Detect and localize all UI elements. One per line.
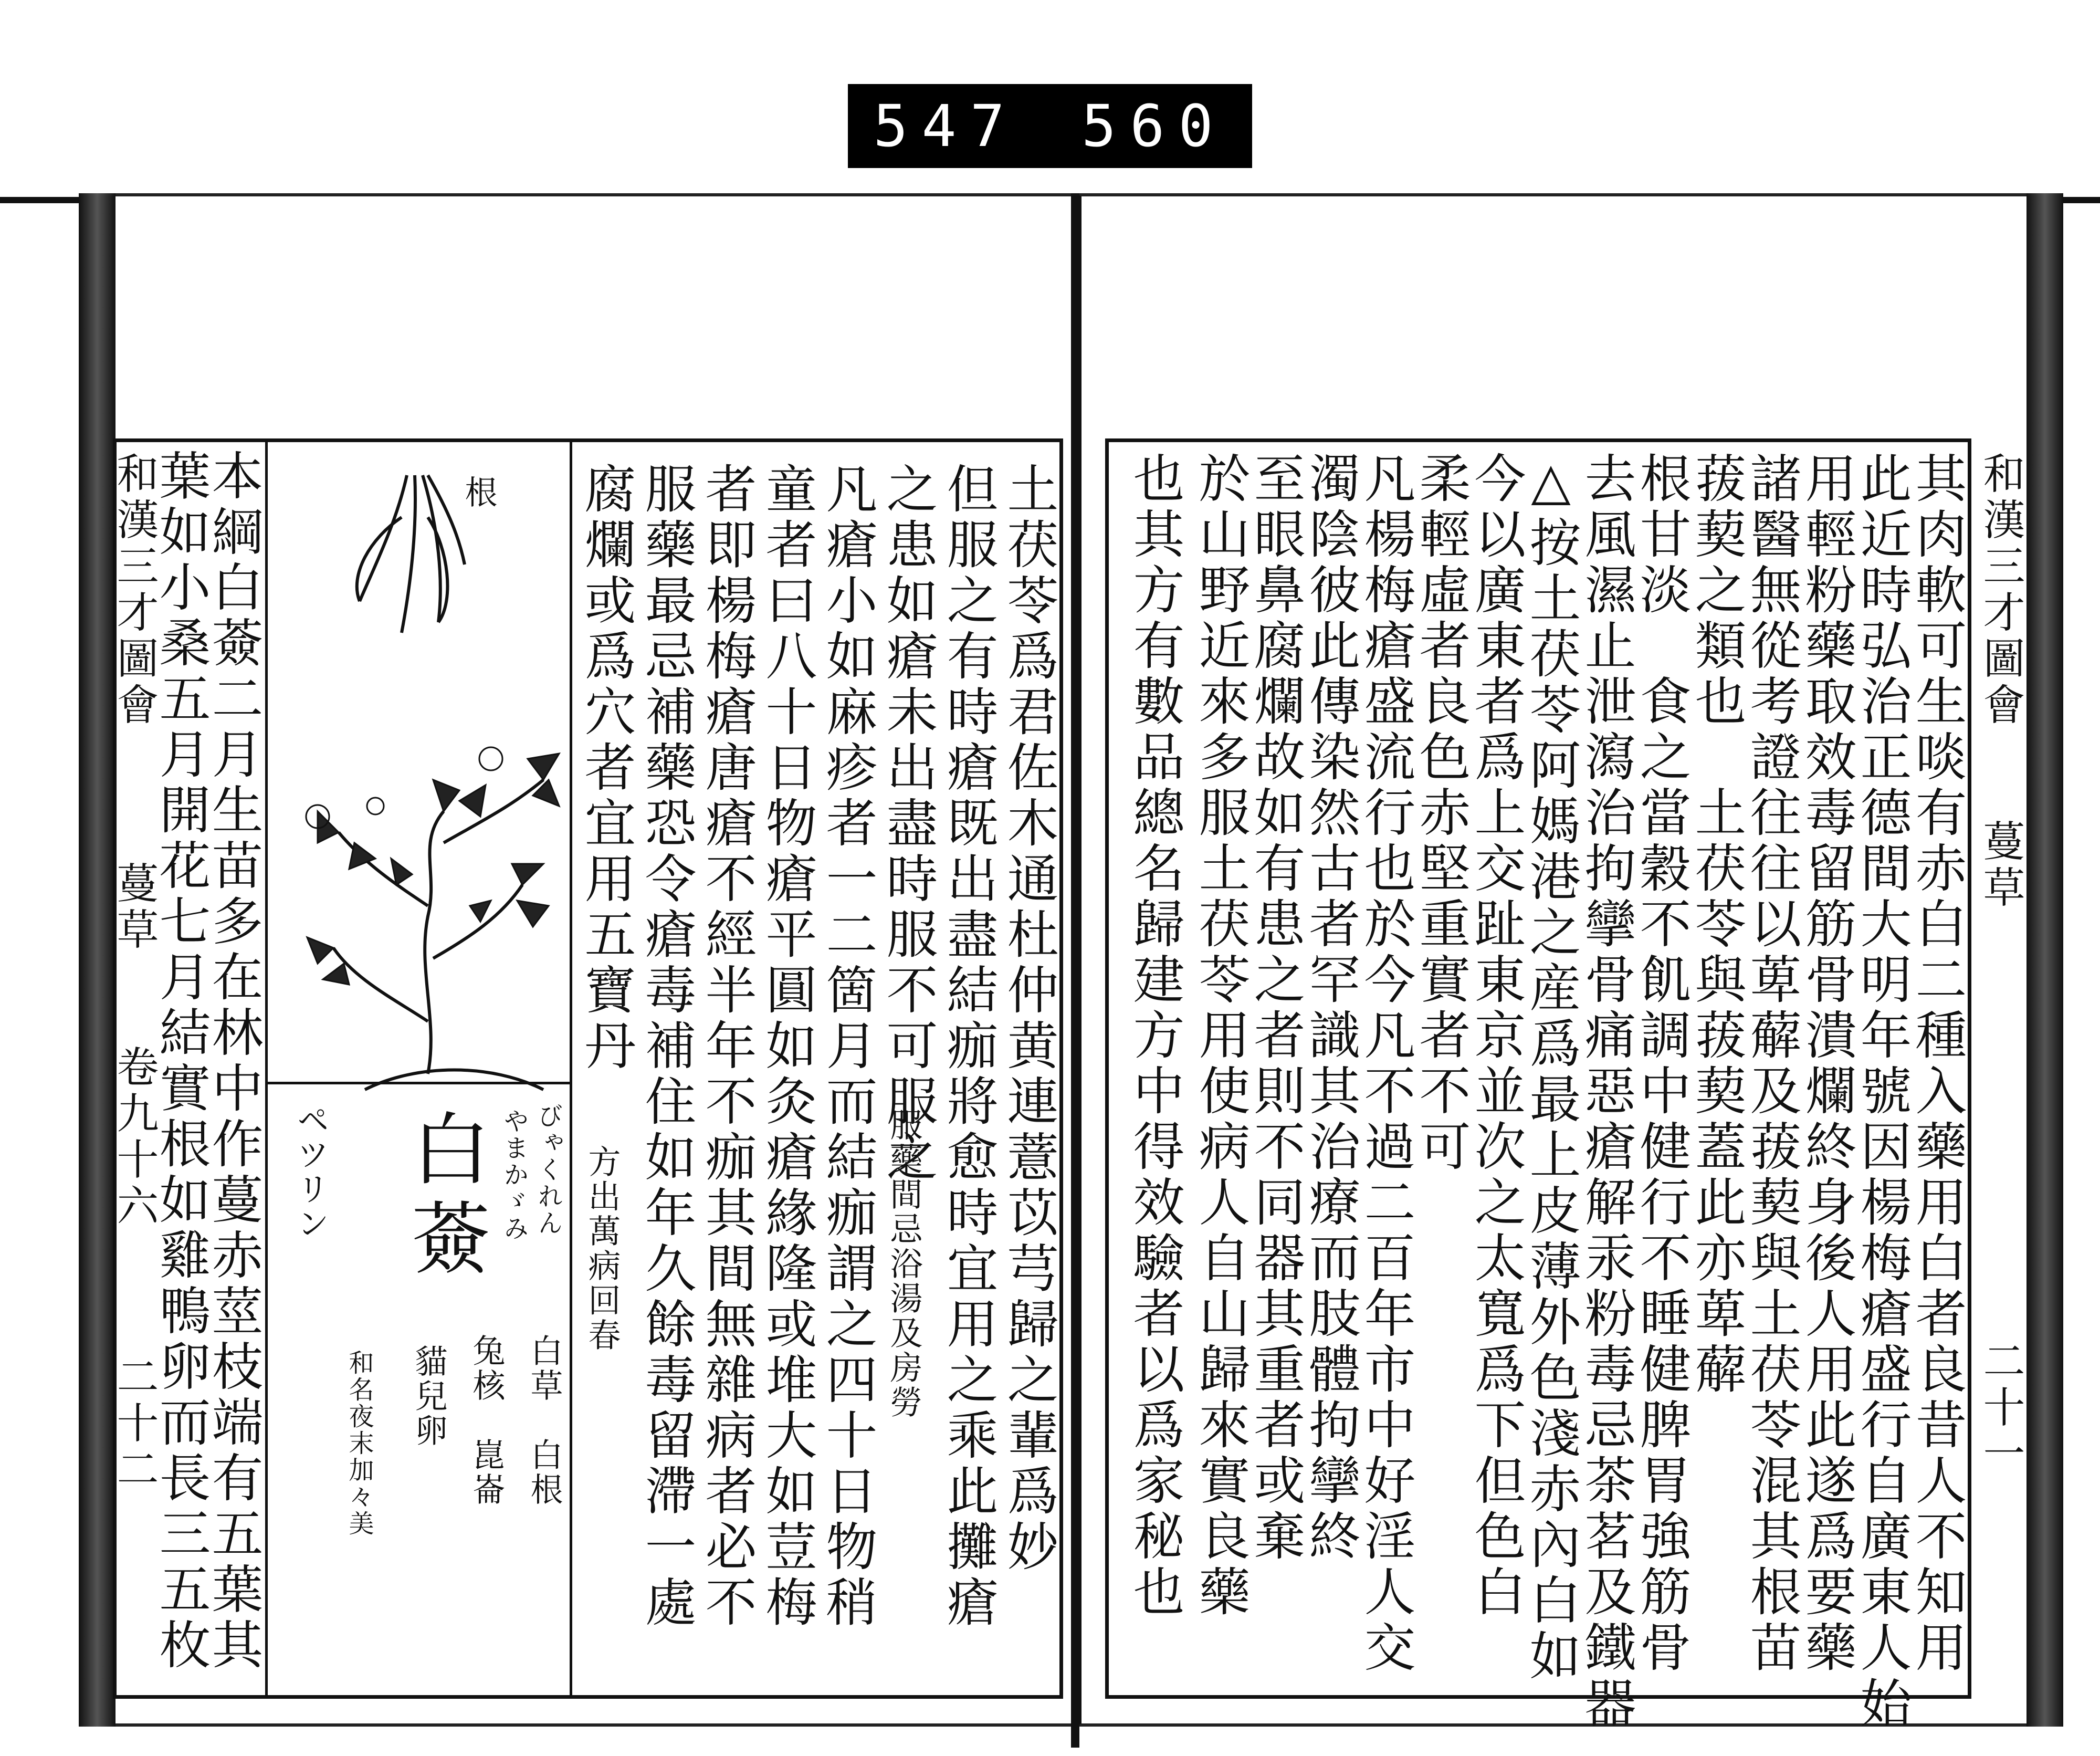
text-column: 童者曰八十日物瘡平圓如灸瘡緣隆或堆大如荳梅: [757, 462, 817, 1631]
left-column-divider: [570, 441, 572, 1696]
text-column: 至眼鼻腐爛故如有患之者則不同器其重者或棄: [1245, 452, 1305, 1565]
plate-number-left: 547: [873, 92, 1018, 160]
text-column: 柔輕虛者良色赤堅重實者不可: [1411, 452, 1471, 1175]
margin-section: 蔓草: [110, 861, 159, 954]
wamyo-name: 和名夜末加々美: [344, 1350, 374, 1537]
plate-number-right: 560: [1082, 92, 1227, 160]
book-spine: [1071, 193, 1079, 1748]
text-column: 凡楊梅瘡盛流行也於今凡不過二百年市中好淫人交: [1356, 452, 1415, 1676]
text-column: △按土茯苓阿媽港之産爲最上皮薄外色淺赤內白如: [1521, 452, 1581, 1685]
text-column: 用輕粉藥取效毒留筋骨潰爛終身後人用此遂爲要藥: [1797, 452, 1856, 1676]
synonyms: 貓兒卵: [410, 1344, 448, 1448]
text-column: 去風濕止泄瀉治拘攣骨痛惡瘡解汞粉毒忌茶茗及鐵器: [1576, 452, 1636, 1732]
text-column: 今以廣東者爲上交趾東京並次之太寬爲下但色白: [1466, 452, 1526, 1621]
margin-folio: 二十二: [110, 1355, 159, 1493]
text-column: 腐爛或爲穴者宜用五寶丹: [576, 462, 636, 1074]
text-column: 其肉軟可生啖有赤白二種入藥用白者良昔人不知用: [1907, 452, 1967, 1676]
text-column: 但服之有時瘡既出盡結痂將愈時宜用之乘此攤瘡: [938, 462, 998, 1631]
right-book-edge: [2026, 193, 2063, 1727]
illustration-divider: [268, 1082, 570, 1084]
margin-folio: 二十一: [1976, 1339, 2025, 1478]
text-column: 者即楊梅瘡唐瘡不經半年不痂其間無雜病者必不: [697, 462, 757, 1631]
left-book-edge: [79, 193, 116, 1727]
margin-volume: 卷九十六: [110, 1045, 159, 1230]
text-column: 濁陰彼此傳染然古者罕識其治療而肢體拘攣終: [1300, 452, 1360, 1565]
text-column: 也其方有數品總名歸建方中得效驗者以爲家秘也: [1125, 452, 1184, 1621]
annotation-note: 服藥間忌浴湯及房勞: [885, 1108, 923, 1420]
text-column: 本綱白薟二月生苗多在林中作蔓赤莖枝端有五葉其: [203, 449, 263, 1674]
plant-illustration: [270, 444, 570, 1100]
kana-reading: びゃくれん: [533, 1103, 563, 1237]
text-column: 凡瘡小如麻疹者一二箇月而結痂謂之四十日物稍: [817, 462, 877, 1631]
text-column: 服藥最忌補藥恐令瘡毒補住如年久餘毒留滯一處: [636, 462, 696, 1631]
margin-book-title: 和漢三才圖會: [1976, 452, 2025, 729]
text-column: 此近時弘治正德間大明年號因楊梅瘡盛行自廣東人始: [1852, 452, 1912, 1732]
annotation-note: 方出萬病回春: [583, 1145, 621, 1353]
text-column: 之患如瘡未出盡時服不可服之: [878, 462, 938, 1186]
synonyms: 兔核 崑崙: [467, 1334, 506, 1507]
text-column: 根甘淡 食之當穀不飢調中健行不睡健脾胃強筋骨: [1631, 452, 1691, 1676]
text-column: 菝葜之類也 土茯苓與菝葜蓋此亦萆薢: [1686, 452, 1746, 1398]
text-column: 諸醫無從考證往往以萆薢及菝葜與土茯苓混其根苗: [1741, 452, 1801, 1676]
left-column-divider: [265, 441, 268, 1696]
text-column: 於山野近來多服土茯苓用使病人自山歸來實良藥: [1190, 452, 1250, 1621]
root-label: 根: [459, 475, 498, 510]
margin-section: 蔓草: [1976, 819, 2025, 912]
kana-reading: やまかゞみ: [499, 1108, 529, 1242]
entry-name: 白薟: [398, 1108, 489, 1287]
kana-pronunciation: ペツリン: [291, 1103, 330, 1241]
text-column: 葉如小桑五月開花七月結實根如雞鴨卵而長三五枚: [151, 449, 211, 1674]
catalog-number-plate: [848, 84, 1252, 168]
margin-book-title: 和漢三才圖會: [110, 452, 159, 729]
text-column: 土茯苓爲君佐木通杜仲黄連薏苡芎歸之輩爲妙: [999, 462, 1058, 1575]
synonyms: 白草 白根: [525, 1334, 563, 1507]
